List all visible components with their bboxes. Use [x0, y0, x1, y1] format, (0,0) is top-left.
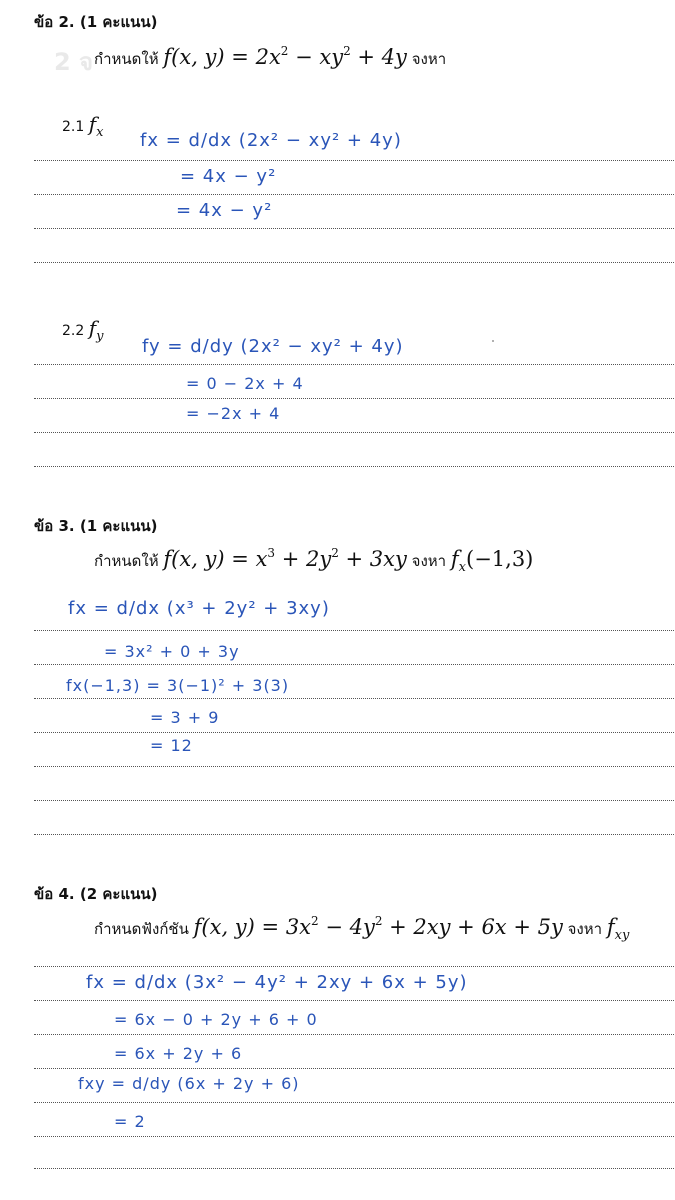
answer-line	[34, 1102, 674, 1103]
q4-answer-line-5: = 2	[114, 1112, 146, 1131]
answer-line	[34, 262, 674, 263]
q4-prompt	[94, 914, 629, 943]
q4-answer-line-3: = 6x + 2y + 6	[114, 1044, 243, 1063]
q3-answer-line-1: fx = d/dx (x³ + 2y² + 3xy)	[68, 598, 330, 619]
q3-header: ข้อ 3. (1 คะแนน)	[34, 517, 158, 535]
q2-2-answer-line-1: fy = d/dy (2x² − xy² + 4y)	[142, 336, 404, 357]
answer-line	[34, 1136, 674, 1137]
q4-answer-line-2: = 6x − 0 + 2y + 6 + 0	[114, 1010, 318, 1029]
answer-line	[34, 966, 674, 967]
q4-prompt-given: กำหนดฟังก์ชัน	[94, 920, 189, 938]
answer-line	[34, 1068, 674, 1069]
q4-target: $f_{xy}$	[606, 915, 630, 943]
q3-formula: f(x, $y) = x^3 + 2y^2 + 3xy$	[163, 546, 407, 571]
q2-2-answer-line-2: = 0 − 2x + 4	[186, 374, 304, 393]
q3-answer-line-2: = 3x² + 0 + 3y	[104, 642, 240, 661]
q2-1-answer-line-3: = 4x − y²	[176, 200, 273, 221]
q2-prompt-find: จงหา	[411, 50, 447, 68]
answer-line	[34, 1034, 674, 1035]
q3-answer-line-3: fx(−1,3) = 3(−1)² + 3(3)	[66, 676, 290, 695]
q4-answer-line-1: fx = d/dx (3x² − 4y² + 2xy + 6x + 5y)	[86, 972, 468, 993]
q2-prompt	[94, 44, 446, 71]
answer-line	[34, 698, 674, 699]
answer-line	[34, 364, 674, 365]
answer-line	[34, 432, 674, 433]
q3-target: $f_x(-1,3)$	[450, 547, 534, 575]
answer-line	[34, 766, 674, 767]
answer-line	[34, 398, 674, 399]
answer-line	[34, 1168, 674, 1169]
q4-prompt-find: จงหา	[567, 920, 603, 938]
answer-line	[34, 466, 674, 467]
answer-line	[34, 664, 674, 665]
answer-line	[34, 834, 674, 835]
answer-line	[34, 160, 674, 161]
q2-2-answer-line-3: = −2x + 4	[186, 404, 281, 423]
answer-line	[34, 800, 674, 801]
q4-header: ข้อ 4. (2 คะแนน)	[34, 885, 158, 903]
answer-line	[34, 194, 674, 195]
q4-formula: f(x, $y) = 3x^2 - 4y^2 + 2xy + 6x + 5y$	[193, 914, 563, 939]
q2-1-answer-line-1: fx = d/dx (2x² − xy² + 4y)	[140, 130, 402, 151]
q3-prompt	[94, 546, 533, 575]
stray-dot	[492, 340, 494, 342]
q3-prompt-given: กำหนดให้	[94, 552, 159, 570]
q2-prompt-given: กำหนดให้	[94, 50, 159, 68]
q2-ghost-text: 2 จ	[54, 48, 94, 76]
q2-2-label: 2.2 $f_y$	[62, 316, 104, 344]
answer-line	[34, 630, 674, 631]
q3-answer-line-4: = 3 + 9	[150, 708, 220, 727]
answer-line	[34, 1000, 674, 1001]
q2-formula: f(x, $y) = 2x^2 - xy^2 + 4y$	[163, 44, 407, 69]
q3-prompt-find: จงหา	[411, 552, 447, 570]
answer-line	[34, 732, 674, 733]
q2-header: ข้อ 2. (1 คะแนน)	[34, 13, 158, 31]
answer-line	[34, 228, 674, 229]
q2-1-label: 2.1 $f_x$	[62, 112, 104, 140]
q3-answer-line-5: = 12	[150, 736, 193, 755]
q2-1-answer-line-2: = 4x − y²	[180, 166, 277, 187]
q4-answer-line-4: fxy = d/dy (6x + 2y + 6)	[78, 1074, 300, 1093]
